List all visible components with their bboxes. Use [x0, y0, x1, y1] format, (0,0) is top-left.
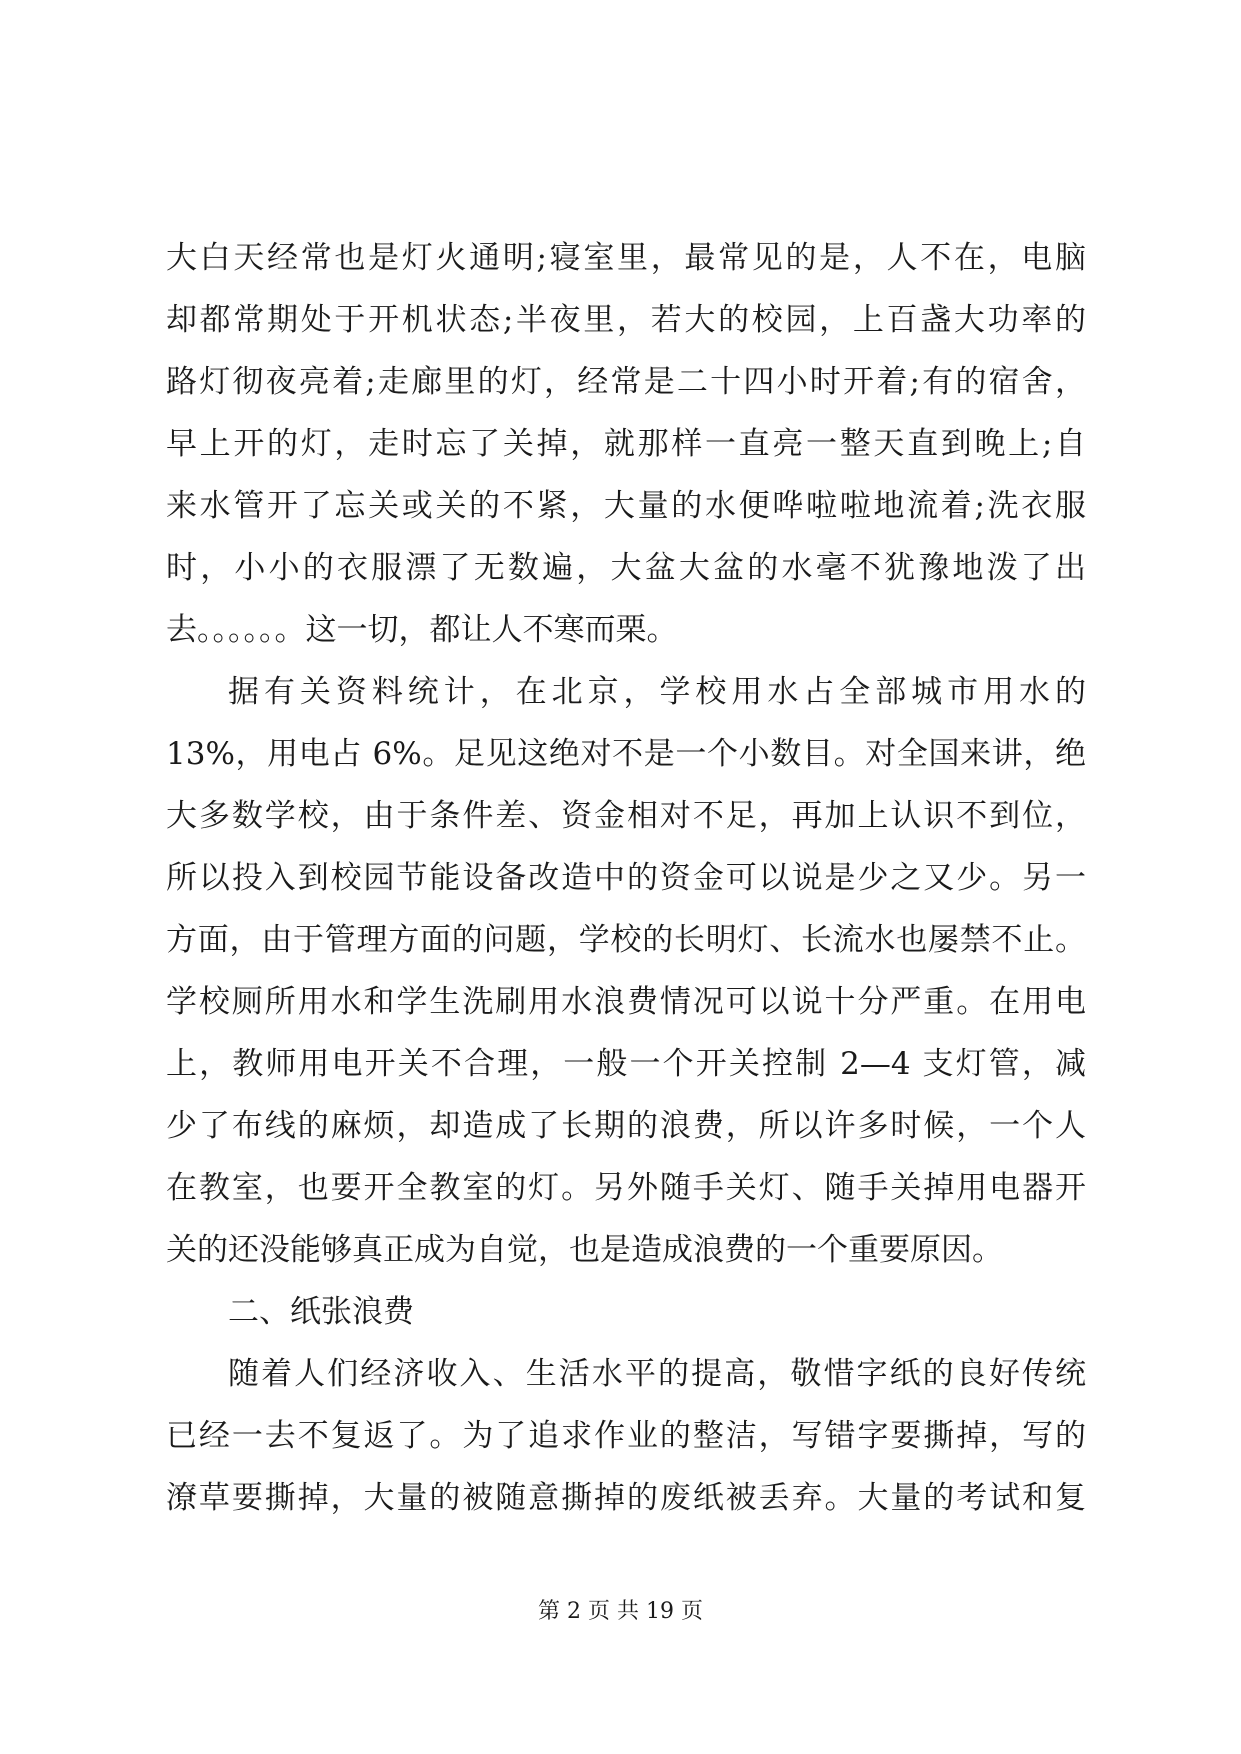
- text-line: 大白天经常也是灯火通明;寝室里，最常见的是，人不在，电脑: [166, 240, 1086, 276]
- text-line: 13%，用电占 6%。足见这绝对不是一个小数目。对全国来讲，绝: [166, 736, 1086, 772]
- text-line: 已经一去不复返了。为了追求作业的整洁，写错字要撕掉，写的: [166, 1418, 1086, 1454]
- text-line: 来水管开了忘关或关的不紧，大量的水便哗啦啦地流着;洗衣服: [166, 488, 1086, 524]
- paragraph-start-line: 随着人们经济收入、生活水平的提高，敬惜字纸的良好传统: [228, 1356, 1086, 1392]
- text-line: 时，小小的衣服漂了无数遍，大盆大盆的水毫不犹豫地泼了出: [166, 550, 1086, 586]
- text-line: 却都常期处于开机状态;半夜里，若大的校园，上百盏大功率的: [166, 302, 1086, 338]
- text-line: 所以投入到校园节能设备改造中的资金可以说是少之又少。另一: [166, 860, 1086, 896]
- text-line: 上，教师用电开关不合理，一般一个开关控制 2—4 支灯管，减: [166, 1046, 1086, 1082]
- paragraph-start-line: 据有关资料统计，在北京，学校用水占全部城市用水的: [228, 674, 1086, 710]
- text-line: 路灯彻夜亮着;走廊里的灯，经常是二十四小时开着;有的宿舍，: [166, 364, 1086, 400]
- text-line: 去。。。。。。这一切，都让人不寒而栗。: [166, 612, 678, 648]
- page-number-footer: 第 2 页 共 19 页: [538, 1599, 703, 1624]
- text-line: 早上开的灯，走时忘了关掉，就那样一直亮一整天直到晚上;自: [166, 426, 1086, 462]
- body-text: [166, 227, 1086, 1529]
- text-line: 关的还没能够真正成为自觉，也是造成浪费的一个重要原因。: [166, 1232, 1003, 1268]
- text-line: 大多数学校，由于条件差、资金相对不足，再加上认识不到位，: [166, 798, 1086, 834]
- text-line: 在教室，也要开全教室的灯。另外随手关灯、随手关掉用电器开: [166, 1170, 1086, 1206]
- section-heading: 二、纸张浪费: [228, 1294, 414, 1330]
- text-line: 学校厕所用水和学生洗刷用水浪费情况可以说十分严重。在用电: [166, 984, 1086, 1020]
- text-line: 潦草要撕掉，大量的被随意撕掉的废纸被丢弃。大量的考试和复: [166, 1480, 1086, 1516]
- text-line: 方面，由于管理方面的问题，学校的长明灯、长流水也屡禁不止。: [166, 922, 1086, 958]
- text-line: 少了布线的麻烦，却造成了长期的浪费，所以许多时候，一个人: [166, 1108, 1086, 1144]
